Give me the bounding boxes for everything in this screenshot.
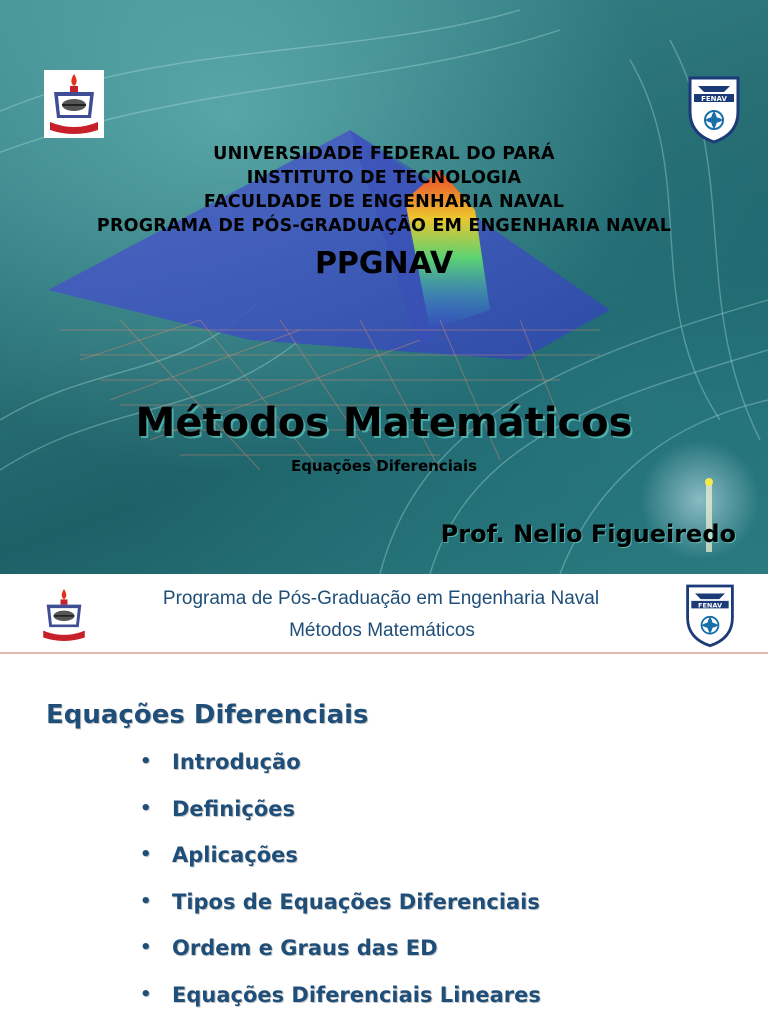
bullet-icon: • <box>140 797 152 819</box>
presentation-subtitle: Equações Diferenciais <box>290 457 478 475</box>
institution-line-institute: INSTITUTO DE TECNOLOGIA <box>246 168 522 188</box>
list-item-text: Definições <box>172 796 296 821</box>
presentation-title: Métodos Matemáticos <box>135 400 633 446</box>
fenav-logo-icon <box>684 72 744 144</box>
ufpa-logo-icon <box>44 70 104 138</box>
list-item-text: Equações Diferenciais Lineares <box>172 982 541 1007</box>
section-title: Equações Diferenciais <box>46 700 369 730</box>
fenav-logo-icon <box>682 580 738 648</box>
course-header: Métodos Matemáticos <box>289 620 475 641</box>
list-item-text: Introdução <box>172 750 301 774</box>
bullet-icon: • <box>140 983 152 1005</box>
bullet-icon: • <box>140 937 152 959</box>
bullet-icon: • <box>140 751 152 772</box>
header-divider <box>0 652 768 654</box>
list-item-text: Ordem e Graus das ED <box>172 936 438 961</box>
fenav-logo-text: FENAV <box>698 601 722 610</box>
bullet-icon: • <box>140 890 152 912</box>
contents-slide <box>0 574 768 1024</box>
program-acronym: PPGNAV <box>314 246 454 281</box>
bullet-icon: • <box>140 844 152 866</box>
program-header: Programa de Pós-Graduação em Engenharia Naval <box>162 588 600 609</box>
professor-name: Prof. Nelio Figueiredo <box>440 520 736 548</box>
institution-line-faculty: FACULDADE DE ENGENHARIA NAVAL <box>203 192 565 212</box>
fenav-logo-text: FENAV <box>701 95 727 103</box>
list-item-text: Aplicações <box>172 843 298 868</box>
institution-line-program: PROGRAMA DE PÓS-GRADUAÇÃO EM ENGENHARIA NAVAL <box>96 216 672 236</box>
list-item-text: Tipos de Equações Diferenciais <box>172 889 540 914</box>
institution-line-university: UNIVERSIDADE FEDERAL DO PARÁ <box>213 144 555 164</box>
institution-block <box>0 142 768 238</box>
